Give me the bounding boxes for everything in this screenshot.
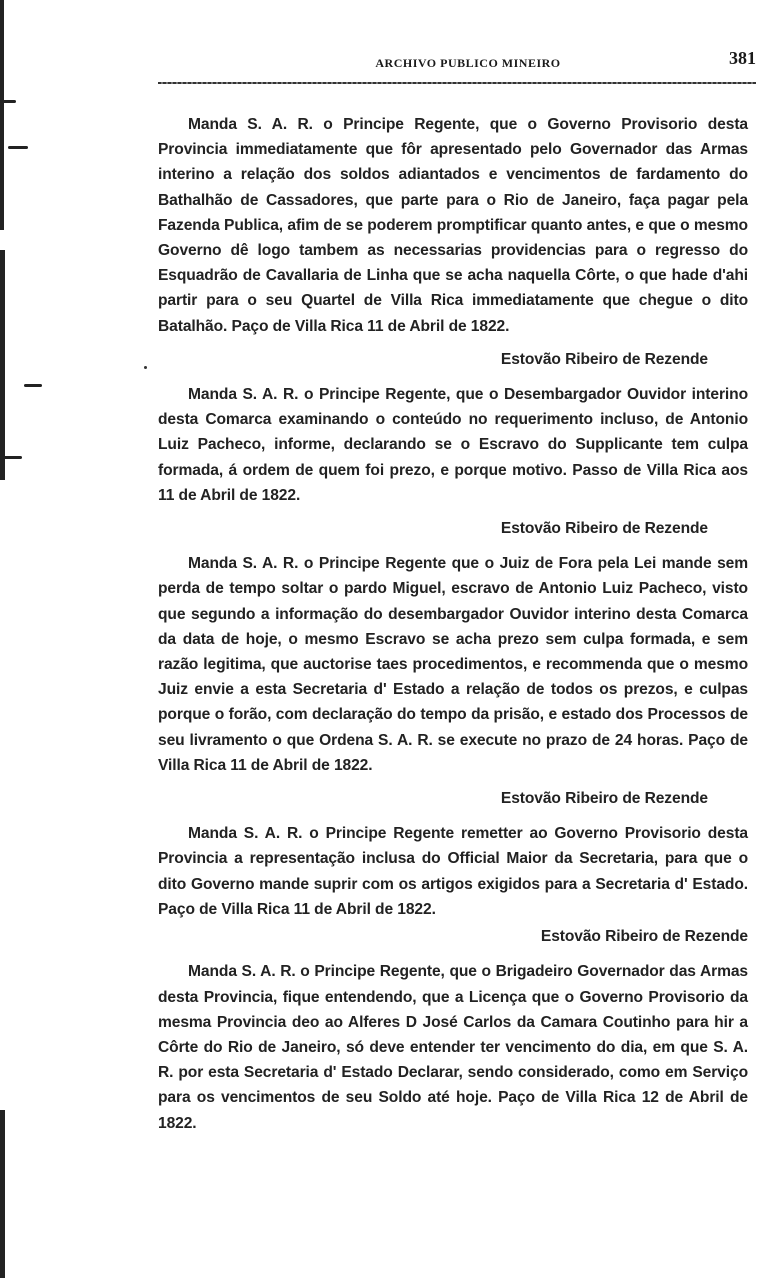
running-header <box>158 44 756 84</box>
page-binding-edge <box>0 250 5 480</box>
entry-text: Manda S. A. R. o Principe Regente que o Juiz de Fora pela Lei mande sem perda de tempo soltar o pardo Miguel, escravo de Antonio Luiz Pacheco, visto que segundo a informação do desembargador Ouvidor interino desta Comarca da data de hoje, o mesmo Escravo se acha prezo sem culpa formada, e sem razão legitima, que auctorise taes procedimentos, e recommenda que o mesmo Juiz envie a esta Secretaria d' Estado a relação de todos os prezos, e culpas porque o forão, com declaração do tempo da prisão, e estado dos Processos de seu livramento o que Ordena S. A. R. se execute no prazo de 24 horas. Paço de Villa Rica 11 de Abril de 1822. <box>158 555 748 774</box>
entry <box>158 959 748 1135</box>
entry <box>158 112 748 372</box>
entry-text: Manda S. A. R. o Principe Regente, que o Governo Provisorio desta Provincia immediatamente que fôr apresentado pelo Governador das Armas interino a relação dos soldos adiantados e vencimentos de fardamento do Bathalhão de Cassadores, que parte para o Rio de Janeiro, faça pagar pela Fazenda Publica, afim de se poderem promptificar quanto antes, e que o mesmo Governo dê logo tambem as necessarias providencias para o regresso do Esquadrão de Cavallaria de Linha que se acha naquella Côrte, o que hade d'ahi partir para o seu Quartel de Villa Rica immediatamente que chegue o dito Batalhão. Paço de Villa Rica 11 de Abril de 1822. <box>158 116 748 335</box>
entry <box>158 382 748 541</box>
document-page <box>158 44 756 1136</box>
entry-signature: Estovão Ribeiro de Rezende <box>500 520 708 538</box>
scan-speck <box>144 366 147 369</box>
page-number: 381 <box>729 48 756 68</box>
running-title: ARCHIVO PUBLICO MINEIRO <box>375 56 561 70</box>
document-body <box>158 112 748 1136</box>
entry-text: Manda S. A. R. o Principe Regente remetter ao Governo Provisorio desta Provincia a representação inclusa do Official Maior da Secretaria, para que o dito Governo mande suprir com os artigos exigidos para a Secretaria d' Estado. Paço de Villa Rica 11 de Abril de 1822. <box>158 825 748 918</box>
entry-signature: Estovão Ribeiro de Rezende <box>540 928 748 946</box>
page-binding-edge <box>0 0 4 230</box>
entry-signature: Estovão Ribeiro de Rezende <box>500 790 708 808</box>
entry-text: Manda S. A. R. o Principe Regente, que o Desembargador Ouvidor interino desta Comarca examinando o conteúdo no requerimento incluso, de Antonio Luiz Pacheco, informe, declarando se o Escravo do Supplicante tem culpa formada, á ordem de quem foi prezo, e porque motivo. Passo de Villa Rica aos 11 de Abril de 1822. <box>158 386 748 504</box>
entry-signature: Estovão Ribeiro de Rezende <box>500 350 708 368</box>
scan-mark <box>0 456 22 459</box>
scan-mark <box>0 100 16 103</box>
entry <box>158 551 748 811</box>
scan-mark <box>8 146 28 149</box>
header-rule <box>158 82 756 84</box>
entry <box>158 821 748 949</box>
page-binding-edge <box>0 1110 5 1278</box>
scan-mark <box>24 384 42 387</box>
entry-text: Manda S. A. R. o Principe Regente, que o Brigadeiro Governador das Armas desta Provincia, fique entendendo, que a Licença que o Governo Provisorio da mesma Provincia deo ao Alferes D José Carlos da Camara Coutinho para hir a Côrte do Rio de Janeiro, só deve entender ter vencimento do dia, em que S. A. R. por esta Secretaria d' Estado Declarar, sendo considerado, como em Serviço para os vencimentos de seu Soldo até hoje. Paço de Villa Rica 12 de Abril de 1822. <box>158 963 748 1132</box>
